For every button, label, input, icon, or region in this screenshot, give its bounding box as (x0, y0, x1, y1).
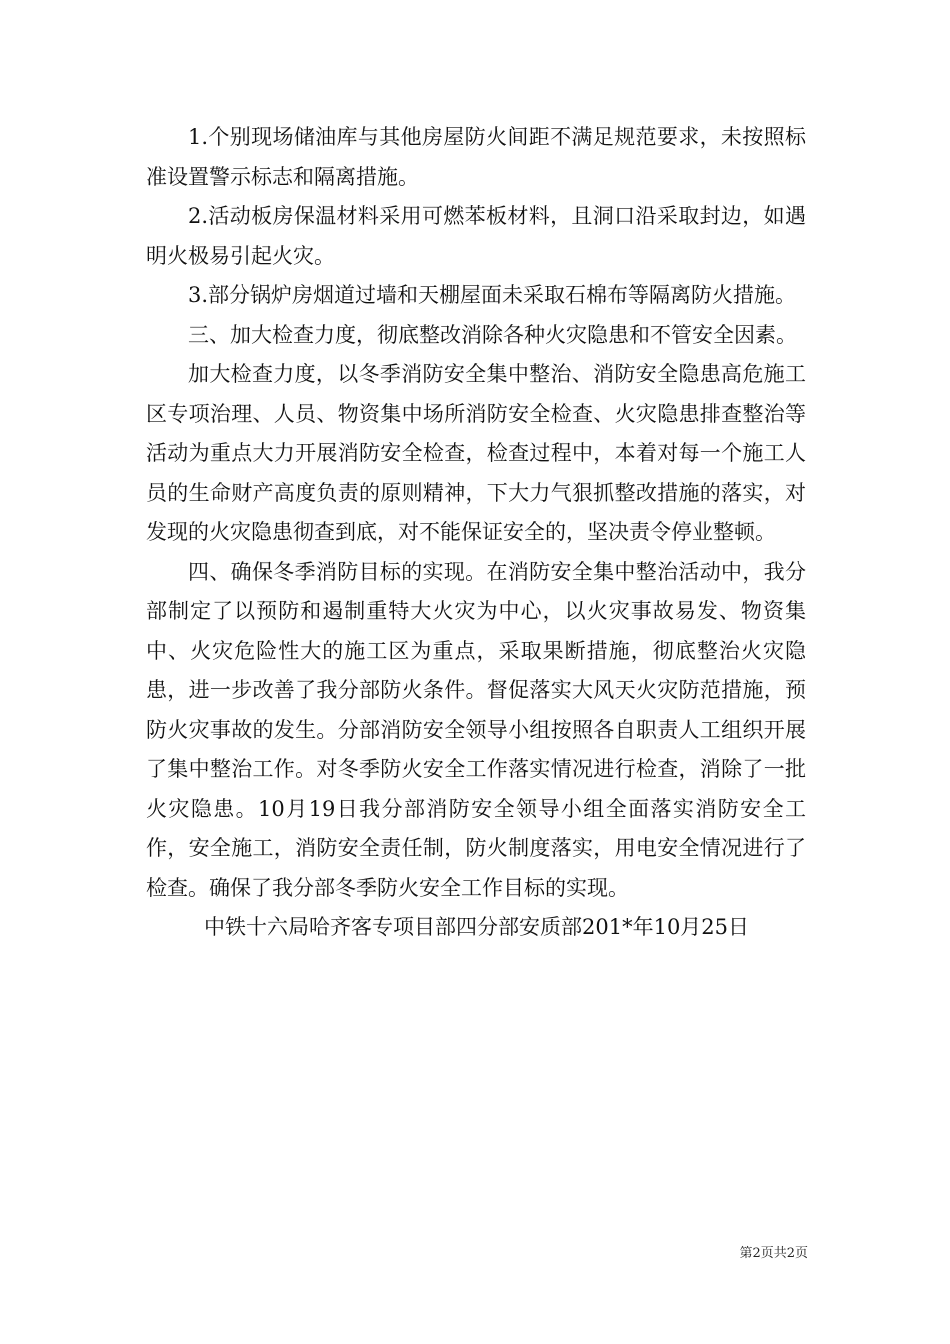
paragraph-item-2: 2.活动板房保温材料采用可燃苯板材料，且洞口沿采取封边，如遇明火极易引起火灾。 (146, 204, 806, 268)
paragraph-inspection: 加大检查力度，以冬季消防安全集中整治、消防安全隐患高危施工区专项治理、人员、物资集中场所消防安全检查、火灾隐患排查整治等活动为重点大力开展消防安全检查，检查过程中，本着对每一个施工人员的生命财产高度负责的原则精神，下大力气狠抓整改措施的落实，对发现的火灾隐患彻查到底，对不能保证安全的，坚决责令停业整顿。 (146, 362, 806, 544)
section-heading-3: 三、加大检查力度，彻底整改消除各种火灾隐患和不管安全因素。 (188, 322, 797, 347)
paragraph-item-1: 1.个别现场储油库与其他房屋防火间距不满足规范要求，未按照标准设置警示标志和隔离措施。 (146, 125, 806, 189)
paragraph-item-3: 3.部分锅炉房烟道过墙和天棚屋面未采取石棉布等隔离防火措施。 (188, 283, 797, 307)
signature-line: 中铁十六局哈齐客专项目部四分部安质部201*年10月25日 (204, 915, 750, 939)
section-heading-4-paragraph: 四、确保冬季消防目标的实现。在消防安全集中整治活动中，我分部制定了以预防和遏制重特大火灾为中心，以火灾事故易发、物资集中、火灾危险性大的施工区为重点，采取果断措施，彻底整治火灾隐患，进一步改善了我分部防火条件。督促落实大风天火灾防范措施，预防火灾事故的发生。分部消防安全领导小组按照各自职责人工组织开展了集中整治工作。对冬季防火安全工作落实情况进行检查，消除了一批火灾隐患。10月19日我分部消防安全领导小组全面落实消防安全工作，安全施工，消防安全责任制，防火制度落实，用电安全情况进行了检查。确保了我分部冬季防火安全工作目标的实现。 (146, 559, 806, 900)
page-number: 第2页共2页 (739, 1246, 808, 1261)
document-body (146, 118, 806, 948)
